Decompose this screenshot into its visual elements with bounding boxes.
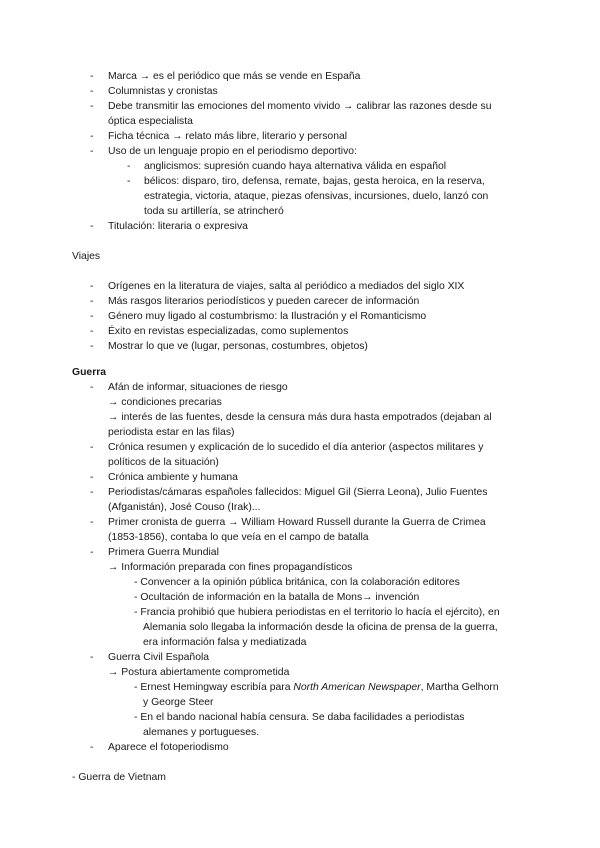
bullet-dash: -	[90, 131, 94, 142]
sub-list-item: bélicos: disparo, tiro, defensa, remate, bajas, gesta heroica, en la reserva,	[144, 176, 485, 187]
sub-list-item-continuation: toda su artillería, se atrincheró	[144, 206, 284, 217]
list-item-continuation: → interés de las fuentes, desde la censura más dura hasta empotrados (dejaban al	[108, 412, 492, 423]
list-item: Ficha técnica → relato más libre, literario y personal	[108, 131, 348, 142]
list-item: Columnistas y cronistas	[108, 86, 218, 97]
list-item: Afán de informar, situaciones de riesgo	[108, 382, 288, 393]
sub-list-item: anglicismos: supresión cuando haya alternativa válida en español	[144, 161, 447, 172]
bullet-dash: -	[90, 472, 94, 483]
bullet-dash: -	[90, 146, 94, 157]
bullet-dash: -	[90, 382, 94, 393]
bullet-dash: -	[90, 221, 94, 232]
newspaper-title: North American Newspaper	[293, 682, 421, 693]
list-item: Marca → es el periódico que más se vende en España	[108, 71, 361, 82]
bullet-dash: -	[90, 442, 94, 453]
list-item: Aparece el fotoperiodismo	[108, 742, 229, 753]
nested-point: - Convencer a la opinión pública británica, con la colaboración editores	[134, 577, 460, 588]
list-item: Periodistas/cámaras españoles fallecidos: Miguel Gil (Sierra Leona), Julio Fuentes	[108, 487, 488, 498]
bullet-dash: -	[90, 742, 94, 753]
nested-point-continuation: Alemania solo llegaba la información desde la oficina de prensa de la guerra,	[143, 622, 498, 633]
list-item-continuation: → Postura abiertamente comprometida	[108, 667, 290, 678]
footer-line: - Guerra de Vietnam	[72, 772, 166, 783]
list-item-continuation: óptica especialista	[108, 116, 193, 127]
list-item: Primer cronista de guerra → William Howard Russell durante la Guerra de Crimea	[108, 517, 486, 528]
list-item: Guerra Civil Española	[108, 652, 210, 663]
list-item-continuation: → condiciones precarias	[108, 397, 222, 408]
nested-point-text: , Martha Gelhorn	[420, 682, 499, 693]
list-item-continuation: (1853-1856), contaba lo que veía en el campo de batalla	[108, 532, 369, 543]
list-item: Orígenes en la literatura de viajes, salta al periódico a mediados del siglo XIX	[108, 281, 465, 292]
sub-list-item-continuation: estrategia, victoria, ataque, piezas ofensivas, incursiones, duelo, lanzó con	[144, 191, 489, 202]
list-item-continuation: políticos de la situación)	[108, 457, 219, 468]
bullet-dash: -	[90, 101, 94, 112]
list-item: Uso de un lenguaje propio en el periodismo deportivo:	[108, 146, 357, 157]
list-item-continuation: → Información preparada con fines propagandísticos	[108, 562, 353, 573]
nested-point: - En el bando nacional había censura. Se daba facilidades a periodistas	[134, 712, 465, 723]
section-heading-guerra: Guerra	[72, 367, 107, 378]
bullet-dash: -	[90, 86, 94, 97]
list-item: Más rasgos literarios periodísticos y pueden carecer de información	[108, 296, 420, 307]
list-item: Crónica resumen y explicación de lo sucedido el día anterior (aspectos militares y	[108, 442, 484, 453]
list-item-continuation: periodista estar en las filas)	[108, 427, 235, 438]
list-item: Género muy ligado al costumbrismo: la Ilustración y el Romanticismo	[108, 311, 427, 322]
nested-point: - Francia prohibió que hubiera periodistas en el territorio lo hacía el ejército), en	[134, 607, 500, 618]
list-item: Primera Guerra Mundial	[108, 547, 219, 558]
bullet-dash: -	[90, 341, 94, 352]
bullet-dash: -	[90, 71, 94, 82]
sub-bullet-dash: -	[127, 176, 131, 187]
list-item: Titulación: literaria o expresiva	[108, 221, 248, 232]
nested-point-continuation: era información falsa y mediatizada	[143, 637, 307, 648]
nested-point: - Ocultación de información en la batalla de Mons→ invención	[134, 592, 420, 603]
section-heading-viajes: Viajes	[72, 251, 101, 262]
bullet-dash: -	[90, 517, 94, 528]
list-item: Debe transmitir las emociones del momento vivido → calibrar las razones desde su	[108, 101, 492, 112]
nested-point-continuation: alemanes y portugueses.	[143, 727, 260, 738]
nested-point	[134, 681, 499, 696]
sub-bullet-dash: -	[127, 161, 131, 172]
list-item: Mostrar lo que ve (lugar, personas, costumbres, objetos)	[108, 341, 368, 352]
bullet-dash: -	[90, 547, 94, 558]
bullet-dash: -	[90, 311, 94, 322]
nested-point-continuation: y George Steer	[143, 697, 214, 708]
nested-point-text: - Ernest Hemingway escribía para	[134, 682, 294, 693]
bullet-dash: -	[90, 326, 94, 337]
bullet-dash: -	[90, 652, 94, 663]
list-item-continuation: (Afganistán), José Couso (Irak)...	[108, 502, 261, 513]
list-item: Éxito en revistas especializadas, como suplementos	[108, 326, 349, 337]
bullet-dash: -	[90, 487, 94, 498]
bullet-dash: -	[90, 296, 94, 307]
bullet-dash: -	[90, 281, 94, 292]
list-item: Crónica ambiente y humana	[108, 472, 238, 483]
